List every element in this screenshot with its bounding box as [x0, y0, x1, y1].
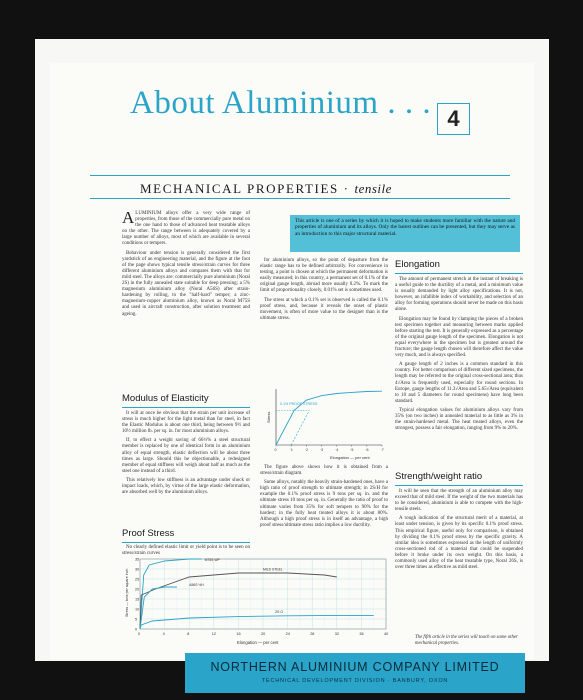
column-3-lower — [395, 489, 523, 574]
col1-paragraph-3: It will at once be obvious that the strain per unit increase of stress is much higher for the light metal than for steel, in fact the Elastic Modulus is about one third, being between 9½ and 10½ million lb. per sq. in. for most aluminium alloys. — [122, 411, 250, 435]
heading-modulus-rule — [122, 407, 250, 408]
big-chart-x-tick-label: 20 — [261, 632, 266, 636]
subtitle-main: MECHANICAL PROPERTIES · — [140, 181, 350, 196]
big-chart-x-tick-label: 28 — [310, 632, 315, 636]
subtitle-rule — [90, 198, 510, 199]
company-division: TECHNICAL DEVELOPMENT DIVISION · BANBURY, OXON — [261, 678, 449, 684]
issue-number-box: 4 — [437, 103, 470, 135]
big-chart-y-tick-label: 20 — [135, 587, 140, 592]
heading-strength-rule — [395, 485, 523, 486]
col1-paragraph-2: Behaviour under tension is generally considered the first yardstick of an engineering material, and the figure at the foot of the page shows typical tensile stress/strain curves for three different aluminium alloys and compares them with that for mild steel. The alloys are: commercially pure aluminium (Noral 2S) in the fully annealed state suitable for deep pressing; a 5% magnesium aluminium alloy (Noral A56S) after strain-hardening by rolling, to the "half-hard" temper; a zinc-magnesium-copper aluminium alloy, known as Noral M75S and used in aircraft construction, after solution treatment and ageing. — [122, 250, 250, 317]
big-chart-x-tick-label: 4 — [162, 632, 165, 636]
col1-paragraph-4: If, to effect a weight saving of 66⅔% a steel structural member is replaced by one of identical form in an aluminium alloy of equal strength, elastic deflection will be about three times as large. Should this be objectionable, a redesigned member of equal stiffness will weigh about half as much as the steel one instead of a third. — [122, 438, 250, 474]
big-chart-y-tick-label: 10 — [135, 607, 140, 612]
poster-subtitle — [140, 181, 392, 197]
heading-proof-stress: Proof Stress — [122, 528, 175, 539]
big-chart-x-tick-label: 40 — [384, 632, 389, 636]
col1-paragraph-5: This relatively low stiffness is an advantage under shock or impact loads, which, by virtue of the large elastic deformation, are absorbed well by the aluminium alloys. — [122, 477, 250, 496]
col3-paragraph-2: Elongation may be found by clamping the pieces of a broken test specimen together and measuring between marks applied before starting the test. It is generally expressed as a percentage of the original gauge length of the specimen. Elongation is not equal everywhere in the specimen but is greatest around the fracture; the gauge length chosen will therefore affect the value very much, and is always specified. — [395, 316, 523, 359]
footnote: The fifth article in the series will touch on some other mechanical properties. — [415, 635, 518, 646]
heading-proof-rule — [122, 542, 250, 543]
drop-cap: A — [122, 208, 135, 227]
col3-paragraph-5: It will be seen that the strength of an aluminium alloy may exceed that of mild steel. If the weight of the two materials has to be considered, aluminium is able to compete with the high-tensile steels. — [395, 489, 523, 513]
big-chart-series-label: 2S O — [275, 610, 284, 614]
big-chart-x-tick-label: 12 — [211, 632, 217, 636]
heading-strength-weight: Strength/weight ratio — [395, 471, 483, 482]
title-rule — [90, 175, 510, 176]
small-chart-x-tick-label: ·4 — [335, 448, 339, 452]
small-chart-x-tick-label: ·1 — [289, 448, 293, 452]
big-chart-x-tick-label: 36 — [359, 632, 364, 636]
col2-paragraph-1: for aluminium alloys, so the point of departure from the elastic range has to be defined arbitrarily. For convenience in testing, a point is chosen at which the permanent deformation is easily measured; in this country, a permanent set of 0.1% of the original gauge length, abroad more usually 0.2%. To mark the limit of proportionality closely, 0.01% set is sometimes used. — [260, 258, 388, 294]
poster-title: About Aluminium . . . — [130, 85, 432, 121]
heading-elongation-rule — [395, 273, 523, 274]
big-chart-y-tick-label: 30 — [135, 567, 140, 572]
small-chart-x-tick-label: ·5 — [350, 448, 354, 452]
column-2 — [260, 258, 388, 325]
company-banner — [185, 653, 525, 693]
poster — [50, 63, 534, 684]
column-3 — [395, 277, 523, 435]
heading-modulus: Modulus of Elasticity — [122, 393, 209, 404]
small-chart-x-tick-label: ·2 — [304, 448, 308, 452]
big-chart-y-tick-label: 0 — [135, 627, 138, 632]
big-chart-x-tick-label: 16 — [236, 632, 241, 636]
big-chart-y-tick-label: 15 — [135, 597, 140, 602]
small-proof-stress-chart — [260, 383, 390, 463]
big-chart-x-tick-label: 8 — [187, 632, 190, 636]
small-chart-annotation: 0.1% PROOF STRESS — [280, 402, 318, 406]
column-1 — [122, 208, 250, 321]
small-chart-offset-line — [291, 410, 309, 445]
col3-paragraph-6: A rough indication of the structural merit of a material, at least under tension, is given by its specific 0.1% proof stress. This empirical figure, useful only for comparison, is obtained by dividing the 0.1% proof stress by the specific gravity. A similar idea is sometimes expressed as the length of uniformly cross-sectioned rod of a material that could be suspended before it broke under its own weight. On this basis, a commonly used alloy of the heat treatable type, Noral 26S, is over three times as effective as mild steel. — [395, 516, 523, 571]
big-chart-y-tick-label: 35 — [135, 557, 140, 562]
small-chart-xlabel: Elongation — per cent — [330, 455, 370, 460]
small-chart-curve — [276, 391, 382, 445]
big-chart-y-tick-label: 5 — [135, 617, 138, 622]
company-name: NORTHERN ALUMINIUM COMPANY LIMITED — [210, 660, 500, 674]
col1-paragraph-1: LUMINIUM alloys offer a very wide range of properties, from those of the commercially pure metal on the one hand to those of advanced heat treatable alloys on the other. The range between is adequately covered by a large number of alloys, most of which are available in several conditions or tempers. — [122, 211, 250, 247]
col3-paragraph-1: The amount of permanent stretch at the instant of breaking is a useful guide to the ductility of a metal, and a minimum value is usually demanded by light alloy specifications. It is not, however, an infallible index of workability, and selection of an alloy for forming operations should never be made on this basis alone. — [395, 277, 523, 313]
big-chart-x-tick-label: 32 — [334, 632, 340, 636]
small-chart-x-tick-label: 0 — [274, 448, 277, 452]
col2-paragraph-4: Some alloys, notably the heavily strain-hardened ones, have a high ratio of proof strength to ultimate strength; in 2S/H for example the 0.1% proof stress is 9 tons per sq. in. and the ultimate stress 10 tons per sq. in. Generally the ratio of proof to ultimate varies from 35% for soft tempers to 90% for the hardest; in the fully heat treated alloys it is about 80%. Although a high proof stress is in itself an advantage, a high proof stress/ultimate stress ratio implies a low ductility. — [260, 480, 388, 528]
big-chart-y-tick-label: 25 — [135, 577, 140, 582]
column-2-lower — [260, 465, 388, 532]
big-chart-x-tick-label: 24 — [285, 632, 290, 636]
big-chart-x-tick-label: 0 — [138, 632, 141, 636]
small-chart-ylabel: Stress — [266, 411, 271, 423]
subtitle-italic: tensile — [354, 181, 392, 196]
big-chart-series-label: A56S ½H — [189, 583, 204, 587]
col1-paragraph-6: No clearly defined elastic limit or yield point is to be seen on stress/strain curves — [122, 545, 250, 557]
big-chart-ylabel: Stress — tons per square inch — [125, 568, 129, 617]
heading-elongation: Elongation — [395, 259, 440, 270]
big-chart-series-label: M75S WP — [204, 558, 220, 562]
big-chart-xlabel: Elongation — per cent — [237, 640, 279, 645]
stress-strain-chart — [122, 555, 392, 647]
small-chart-x-tick-label: ·6 — [365, 448, 369, 452]
col2-paragraph-2: The stress at which a 0.1% set is observed is called the 0.1% proof stress, and, because it reveals the onset of plastic movement, is often of more value to the designer than is the ultimate stress. — [260, 297, 388, 321]
column-1-lower — [122, 411, 250, 499]
big-chart-series-label: MILD STEEL — [263, 567, 283, 572]
small-chart-x-tick-label: ·7 — [380, 448, 384, 452]
intro-box: This article is one of a series by which it is hoped to make students more familiar with the nature and properties of aluminium and its alloys. Only the barest outlines can be presented, but they may serve as an introduction to this major structural material. — [290, 215, 520, 252]
col3-paragraph-3: A gauge length of 2 inches is a common standard in this country. For better comparison of different sized specimens, the length may be referred to the original cross-sectional area; thus 4√Area is frequently used, especially for round sections. In Europe, gauge lengths of 11.3√Area and 5.65√Area (equivalent to 10 and 5 diameters for round specimens) have long been standard. — [395, 362, 523, 404]
col3-paragraph-4: Typical elongation values for aluminium alloys vary from 35% (on two inches) in annealed material to as little as 3% in the strain-hardened metal. The heat treated alloys, even the strongest, possess a fair elongation, ranging from 9% to 20%. — [395, 407, 523, 432]
col2-paragraph-3: The figure above shows how it is obtained from a stress/strain diagram. — [260, 465, 388, 477]
small-chart-x-tick-label: ·3 — [319, 448, 324, 452]
